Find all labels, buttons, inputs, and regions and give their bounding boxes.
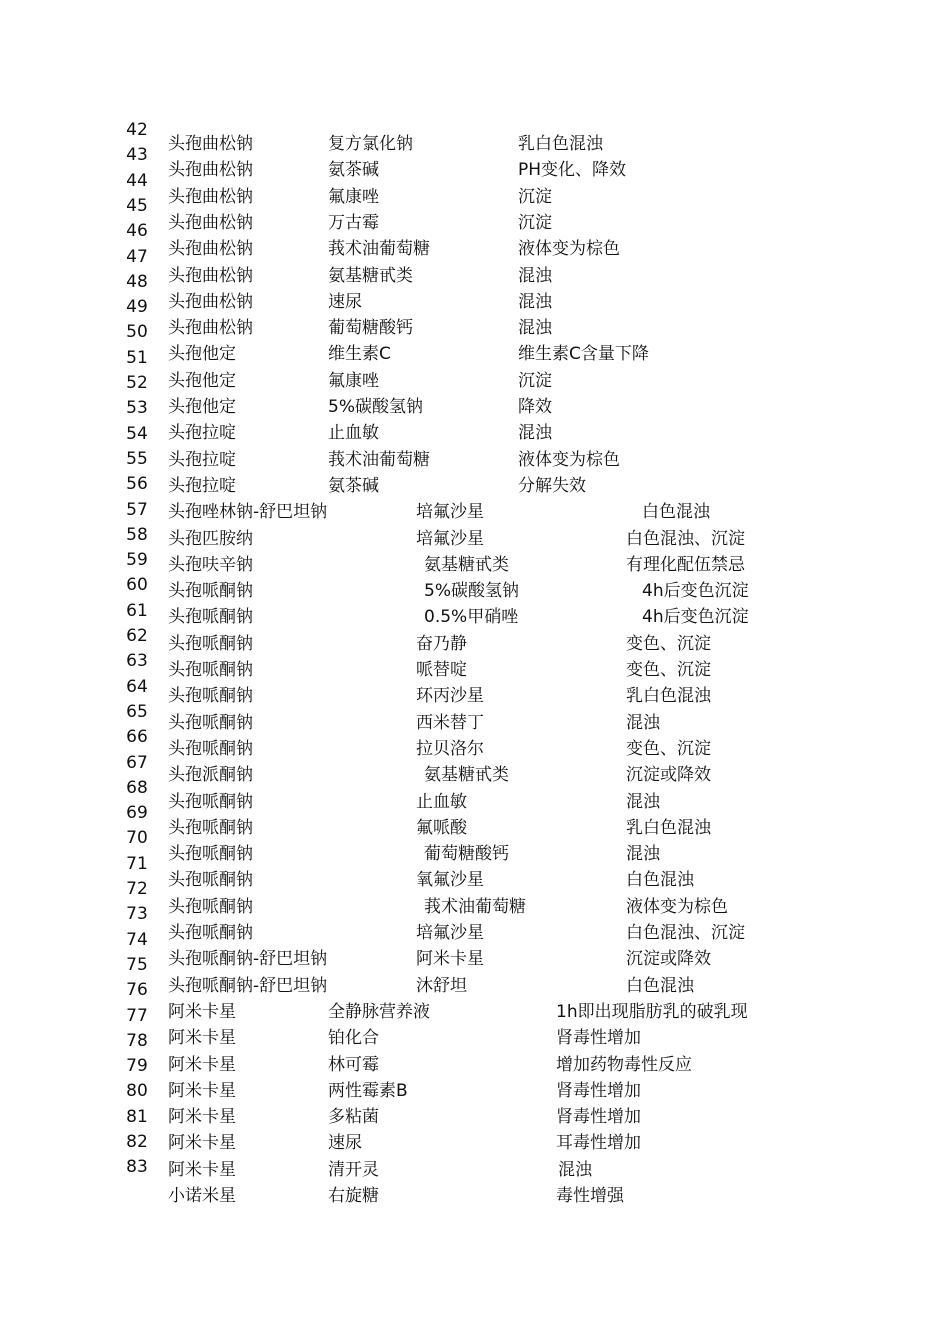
combined-drug-cell: 阿米卡星 <box>416 949 484 970</box>
combined-drug-cell: 5%碳酸氢钠 <box>424 581 519 602</box>
result-cell: 4h后变色沉淀 <box>642 581 749 602</box>
drug-cell: 头孢哌酮钠 <box>168 686 253 707</box>
row-number: 80 <box>126 1081 148 1102</box>
drug-cell: 头孢曲松钠 <box>168 239 253 260</box>
drug-cell: 头孢哌酮钠 <box>168 844 253 865</box>
row-number: 49 <box>126 297 148 318</box>
combined-drug-cell: 氨茶碱 <box>328 475 379 496</box>
combined-drug-cell: 沐舒坦 <box>416 975 467 996</box>
drug-cell: 头孢他定 <box>168 397 236 417</box>
result-cell: 白色混浊 <box>626 870 694 891</box>
drug-cell: 阿米卡星 <box>168 1159 236 1180</box>
result-cell: 增加药物毒性反应 <box>556 1054 692 1075</box>
row-number: 82 <box>126 1132 148 1152</box>
drug-cell: 阿米卡星 <box>168 1080 236 1101</box>
row-number: 47 <box>126 246 148 267</box>
result-cell: 白色混浊、沉淀 <box>626 528 745 549</box>
combined-drug-cell: 培氟沙星 <box>416 923 484 943</box>
result-cell: 白色混浊、沉淀 <box>626 923 745 943</box>
drug-cell: 头孢哌酮钠 <box>168 896 253 917</box>
combined-drug-cell: 全静脉营养液 <box>328 1001 430 1022</box>
row-number: 73 <box>126 904 148 925</box>
combined-drug-cell: 万古霉 <box>328 212 379 233</box>
drug-cell: 小诺米星 <box>168 1186 236 1206</box>
combined-drug-cell: 培氟沙星 <box>416 528 484 549</box>
drug-cell: 阿米卡星 <box>168 1054 236 1075</box>
result-cell: 混浊 <box>626 712 660 733</box>
combined-drug-cell: 氟哌酸 <box>416 817 467 838</box>
drug-cell: 头孢曲松钠 <box>168 160 253 181</box>
combined-drug-cell: 氨基糖甙类 <box>424 765 509 786</box>
drug-cell: 阿米卡星 <box>168 1028 236 1049</box>
drug-cell: 头孢哌酮钠 <box>168 738 253 759</box>
result-cell: 变色、沉淀 <box>626 660 711 680</box>
row-number: 68 <box>126 777 148 798</box>
result-cell: 液体变为棕色 <box>518 449 620 470</box>
combined-drug-cell: 拉贝洛尔 <box>416 738 484 759</box>
row-number: 45 <box>126 195 148 216</box>
drug-cell: 头孢他定 <box>168 370 236 391</box>
combined-drug-cell: 奋乃静 <box>416 633 467 654</box>
result-cell: 变色、沉淀 <box>626 738 711 759</box>
result-cell: 毒性增强 <box>556 1186 624 1206</box>
combined-drug-cell: 多粘菌 <box>328 1107 379 1128</box>
combined-drug-cell: 西米替丁 <box>416 712 484 733</box>
drug-cell: 头孢曲松钠 <box>168 291 253 312</box>
drug-cell: 头孢拉啶 <box>168 449 236 470</box>
row-number: 75 <box>126 954 148 975</box>
combined-drug-cell: 莪术油葡萄糖 <box>424 896 526 917</box>
drug-cell: 头孢曲松钠 <box>168 212 253 233</box>
combined-drug-cell: 葡萄糖酸钙 <box>328 318 413 339</box>
row-number: 62 <box>126 626 148 646</box>
result-cell: 有理化配伍禁忌 <box>626 554 745 575</box>
result-cell: 分解失效 <box>518 475 586 496</box>
combined-drug-cell: 培氟沙星 <box>416 502 484 523</box>
combined-drug-cell: 铂化合 <box>328 1028 379 1049</box>
row-number: 50 <box>126 322 148 343</box>
result-cell: 肾毒性增加 <box>556 1107 641 1128</box>
row-number: 79 <box>126 1056 148 1077</box>
drug-cell: 头孢哌酮钠 <box>168 607 253 628</box>
drug-cell: 头孢曲松钠 <box>168 318 253 339</box>
combined-drug-cell: 氟康唑 <box>328 370 379 391</box>
row-number: 55 <box>126 448 148 469</box>
result-cell: 变色、沉淀 <box>626 633 711 654</box>
combined-drug-cell: 氨基糖甙类 <box>424 554 509 575</box>
drug-cell: 头孢哌酮钠 <box>168 712 253 733</box>
row-number: 48 <box>126 271 148 292</box>
drug-cell: 头孢哌酮钠 <box>168 817 253 838</box>
row-number: 57 <box>126 499 148 520</box>
row-number: 60 <box>126 575 148 596</box>
row-number: 65 <box>126 701 148 722</box>
result-cell: 沉淀 <box>518 212 552 233</box>
result-cell: 沉淀或降效 <box>626 949 711 970</box>
combined-drug-cell: 右旋糖 <box>328 1186 379 1206</box>
drug-cell: 头孢哌酮钠 <box>168 633 253 654</box>
drug-cell: 头孢曲松钠 <box>168 134 253 154</box>
row-number: 69 <box>126 803 148 824</box>
drug-cell: 阿米卡星 <box>168 1001 236 1022</box>
combined-drug-cell: 氧氟沙星 <box>416 870 484 891</box>
row-number: 67 <box>126 752 148 773</box>
drug-cell: 头孢哌酮钠 <box>168 870 253 891</box>
combined-drug-cell: 莪术油葡萄糖 <box>328 239 430 260</box>
row-number: 43 <box>126 145 148 166</box>
row-number: 58 <box>126 524 148 545</box>
combined-drug-cell: 林可霉 <box>328 1054 379 1075</box>
row-number: 74 <box>126 929 148 950</box>
row-number: 64 <box>126 676 148 697</box>
result-cell: 混浊 <box>518 318 552 339</box>
row-number: 61 <box>126 600 148 621</box>
result-cell: 白色混浊 <box>626 975 694 996</box>
result-cell: 混浊 <box>518 291 552 312</box>
combined-drug-cell: 两性霉素B <box>328 1080 408 1101</box>
row-number: 77 <box>126 1005 148 1026</box>
combined-drug-cell: 复方氯化钠 <box>328 134 413 154</box>
result-cell: 乳白色混浊 <box>626 686 711 707</box>
combined-drug-cell: 速尿 <box>328 1133 362 1154</box>
result-cell: 沉淀 <box>518 370 552 391</box>
result-cell: 混浊 <box>518 423 552 444</box>
drug-cell: 头孢拉啶 <box>168 423 236 444</box>
result-cell: 混浊 <box>518 265 552 286</box>
result-cell: PH变化、降效 <box>518 160 627 181</box>
row-number: 72 <box>126 879 148 899</box>
combined-drug-cell: 止血敏 <box>328 423 379 444</box>
combined-drug-cell: 清开灵 <box>328 1159 379 1180</box>
combined-drug-cell: 氨茶碱 <box>328 160 379 181</box>
result-cell: 白色混浊 <box>642 502 710 523</box>
combined-drug-cell: 0.5%甲硝唑 <box>424 607 519 628</box>
drug-cell: 头孢他定 <box>168 344 236 365</box>
drug-cell: 头孢哌酮钠-舒巴坦钠 <box>168 975 328 996</box>
row-number: 59 <box>126 550 148 571</box>
result-cell: 4h后变色沉淀 <box>642 607 749 628</box>
row-number: 44 <box>126 170 148 191</box>
drug-cell: 头孢唑林钠-舒巴坦钠 <box>168 502 328 523</box>
result-cell: 维生素C含量下降 <box>518 344 649 365</box>
row-number: 51 <box>126 347 148 368</box>
drug-cell: 头孢派酮钠 <box>168 765 253 786</box>
row-number: 53 <box>126 398 148 419</box>
combined-drug-cell: 莪术油葡萄糖 <box>328 449 430 470</box>
drug-cell: 头孢哌酮钠 <box>168 581 253 602</box>
combined-drug-cell: 5%碳酸氢钠 <box>328 397 423 417</box>
row-number: 54 <box>126 423 148 444</box>
result-cell: 降效 <box>518 397 552 417</box>
drug-cell: 头孢匹胺纳 <box>168 528 253 549</box>
result-cell: 耳毒性增加 <box>556 1133 641 1154</box>
row-number: 76 <box>126 980 148 1001</box>
row-number: 78 <box>126 1030 148 1051</box>
row-number: 52 <box>126 373 148 393</box>
row-number: 81 <box>126 1106 148 1127</box>
result-cell: 乳白色混浊 <box>518 134 603 154</box>
drug-cell: 头孢曲松钠 <box>168 186 253 207</box>
drug-cell: 头孢拉啶 <box>168 475 236 496</box>
result-cell: 液体变为棕色 <box>518 239 620 260</box>
row-number: 83 <box>126 1157 148 1178</box>
result-cell: 乳白色混浊 <box>626 817 711 838</box>
result-cell: 1h即出现脂肪乳的破乳现 <box>556 1001 748 1022</box>
combined-drug-cell: 速尿 <box>328 291 362 312</box>
row-number: 63 <box>126 651 148 672</box>
row-number: 70 <box>126 828 148 849</box>
result-cell: 混浊 <box>626 791 660 812</box>
drug-cell: 头孢哌酮钠 <box>168 791 253 812</box>
result-cell: 混浊 <box>626 844 660 865</box>
combined-drug-cell: 氟康唑 <box>328 186 379 207</box>
drug-cell: 头孢哌酮钠 <box>168 660 253 680</box>
combined-drug-cell: 氨基糖甙类 <box>328 265 413 286</box>
combined-drug-cell: 哌替啶 <box>416 660 467 680</box>
combined-drug-cell: 葡萄糖酸钙 <box>424 844 509 865</box>
drug-cell: 头孢曲松钠 <box>168 265 253 286</box>
row-number: 42 <box>126 120 148 140</box>
row-number: 71 <box>126 853 148 874</box>
result-cell: 液体变为棕色 <box>626 896 728 917</box>
result-cell: 肾毒性增加 <box>556 1080 641 1101</box>
result-cell: 沉淀 <box>518 186 552 207</box>
combined-drug-cell: 环丙沙星 <box>416 686 484 707</box>
result-cell: 肾毒性增加 <box>556 1028 641 1049</box>
drug-cell: 头孢呋辛钠 <box>168 554 253 575</box>
drug-cell: 头孢哌酮钠 <box>168 923 253 943</box>
combined-drug-cell: 维生素C <box>328 344 391 365</box>
result-cell: 混浊 <box>558 1159 592 1180</box>
drug-cell: 头孢哌酮钠-舒巴坦钠 <box>168 949 328 970</box>
result-cell: 沉淀或降效 <box>626 765 711 786</box>
row-number: 66 <box>126 727 148 748</box>
drug-cell: 阿米卡星 <box>168 1107 236 1128</box>
row-number: 46 <box>126 221 148 242</box>
row-number: 56 <box>126 474 148 495</box>
drug-cell: 阿米卡星 <box>168 1133 236 1154</box>
combined-drug-cell: 止血敏 <box>416 791 467 812</box>
